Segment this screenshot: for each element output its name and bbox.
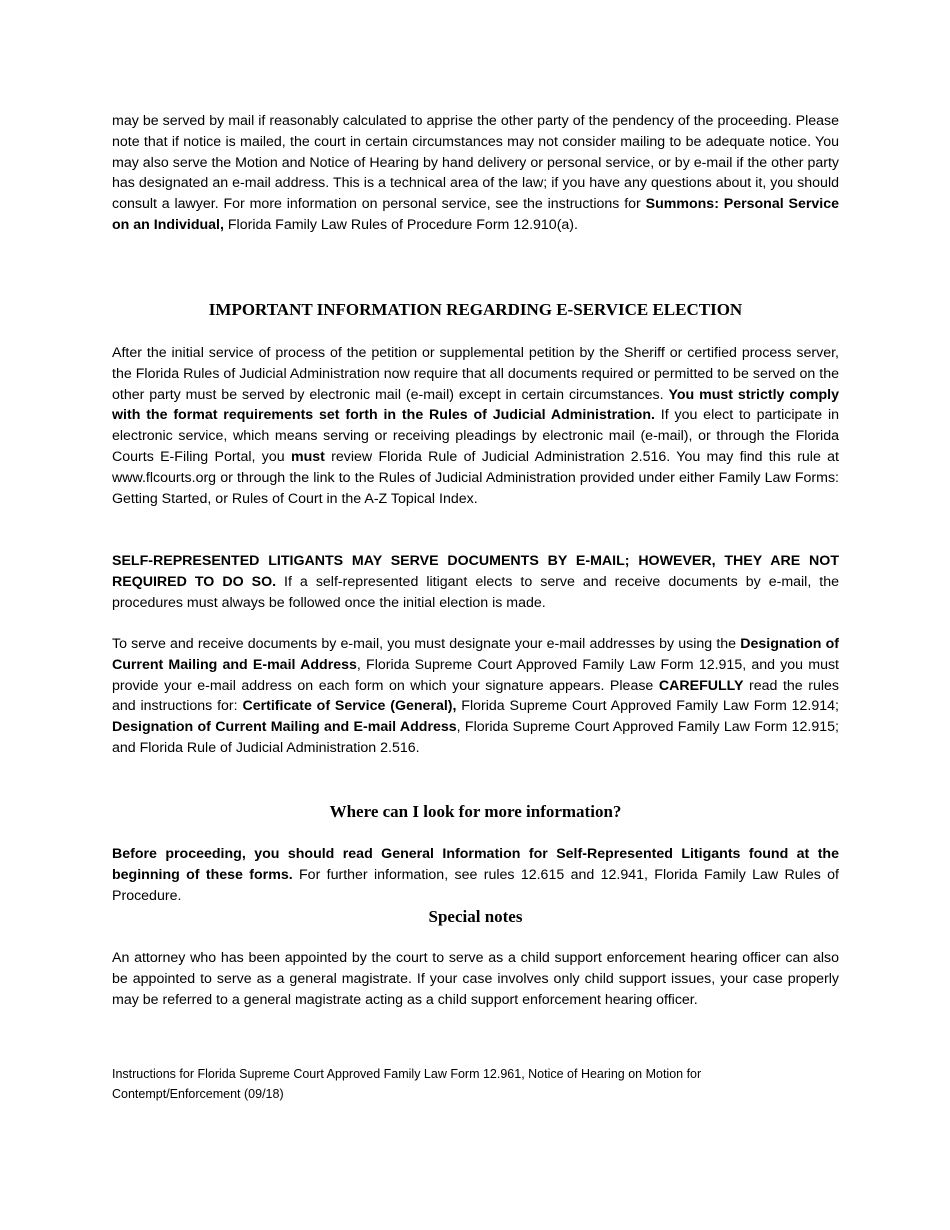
bold-form-reference: Certificate of Service (General),: [242, 698, 457, 715]
text-run: After the initial service of process of the petition or supplemental petition by the Sheriff or certified process server, the Florida Rules of Judicial Administration now require that all documents required or permitted to be served on the other party must be served by electronic mail (e-mail) except in certain circumstances.: [112, 345, 839, 403]
text-run: If a self-represented litigant elects to serve and receive documents by e-mail, the procedures must always be followed once the initial election is made.: [112, 573, 839, 611]
footer-line: Contempt/Enforcement (09/18): [112, 1087, 284, 1101]
text-run: An attorney who has been appointed by the court to serve as a child support enforcement hearing officer can also be appointed to serve as a general magistrate. If your case involves only child support issues, your case properly may be referred to a general magistrate acting as a child support enforcement hearing officer.: [112, 950, 839, 1008]
text-run: review Florida Rule of Judicial Administration 2.516. You may find this rule at www.flcourts.org or through the link to the Rules of Judicial Administration provided under either Family Law Forms: Getting Started, or Rules of Court in the A-Z Topical Index.: [112, 448, 839, 507]
paragraph-service-by-mail: [112, 111, 839, 236]
paragraph-special-notes: [112, 948, 839, 1010]
bold-form-reference: Summons: Personal Service on an Individual,: [112, 196, 839, 233]
paragraph-email-designation: [112, 634, 839, 759]
heading-more-information: Where can I look for more information?: [329, 802, 622, 821]
text-run: To serve and receive documents by e-mail, you must designate your e-mail addresses by using the: [112, 636, 741, 652]
text-run: , Florida Supreme Court Approved Family Law Form 12.915, and you must provide your e-mail address on each form on which your signature appears. Please: [112, 656, 840, 694]
bold-form-reference: Designation of Current Mailing and E-mail Address: [112, 719, 457, 736]
text-run: For further information, see rules 12.615 and 12.941, Florida Family Law Rules of Procedure.: [112, 866, 839, 904]
text-run: read the rules and instructions for:: [112, 677, 839, 715]
page-footer: [112, 1064, 839, 1104]
bold-carefully: CAREFULLY: [658, 677, 744, 694]
bold-notice: SELF-REPRESENTED LITIGANTS MAY SERVE DOCUMENTS BY E-MAIL; HOWEVER, THEY ARE NOT REQUIRED TO DO SO.: [112, 553, 839, 590]
bold-requirement: You must strictly comply with the format requirements set forth in the Rules of Judicial Administration.: [112, 386, 839, 424]
text-run: If you elect to participate in electronic service, which means serving or receiving pleadings by electronic mail (e-mail), or through the Florida Courts E-Filing Portal, you: [112, 407, 839, 465]
text-run: may be served by mail if reasonably calculated to apprise the other party of the pendency of the proceeding. Please note that if notice is mailed, the court in certain circumstances may not consider mailing to be adequate notice. You may also serve the Motion and Notice of Hearing by hand delivery or personal service, or by e-mail if the other party has designated an e-mail address. This is a technical area of the law; if you have any questions about it, you should consult a lawyer. For more information on personal service, see the instructions for: [112, 113, 839, 213]
bold-instruction: Before proceeding, you should read General Information for Self-Represented Litigants found at the beginning of these forms.: [112, 846, 839, 883]
paragraph-more-information: [112, 844, 839, 906]
footer-line: Instructions for Florida Supreme Court Approved Family Law Form 12.961, Notice of Hearing on Motion for: [112, 1067, 702, 1081]
text-run: Florida Family Law Rules of Procedure Form 12.910(a).: [223, 216, 578, 233]
bold-form-reference: Designation of Current Mailing and E-mail Address: [112, 636, 840, 673]
paragraph-self-represented-litigants: [112, 551, 839, 613]
text-run: Florida Supreme Court Approved Family Law Form 12.914;: [456, 698, 839, 715]
paragraph-e-service-rules: [112, 343, 839, 509]
text-run: , Florida Supreme Court Approved Family Law Form 12.915; and Florida Rule of Judicial Administration 2.516.: [112, 719, 839, 756]
heading-e-service-election: IMPORTANT INFORMATION REGARDING E-SERVICE ELECTION: [208, 300, 743, 319]
heading-special-notes: Special notes: [428, 907, 523, 926]
bold-must: must: [290, 448, 325, 465]
